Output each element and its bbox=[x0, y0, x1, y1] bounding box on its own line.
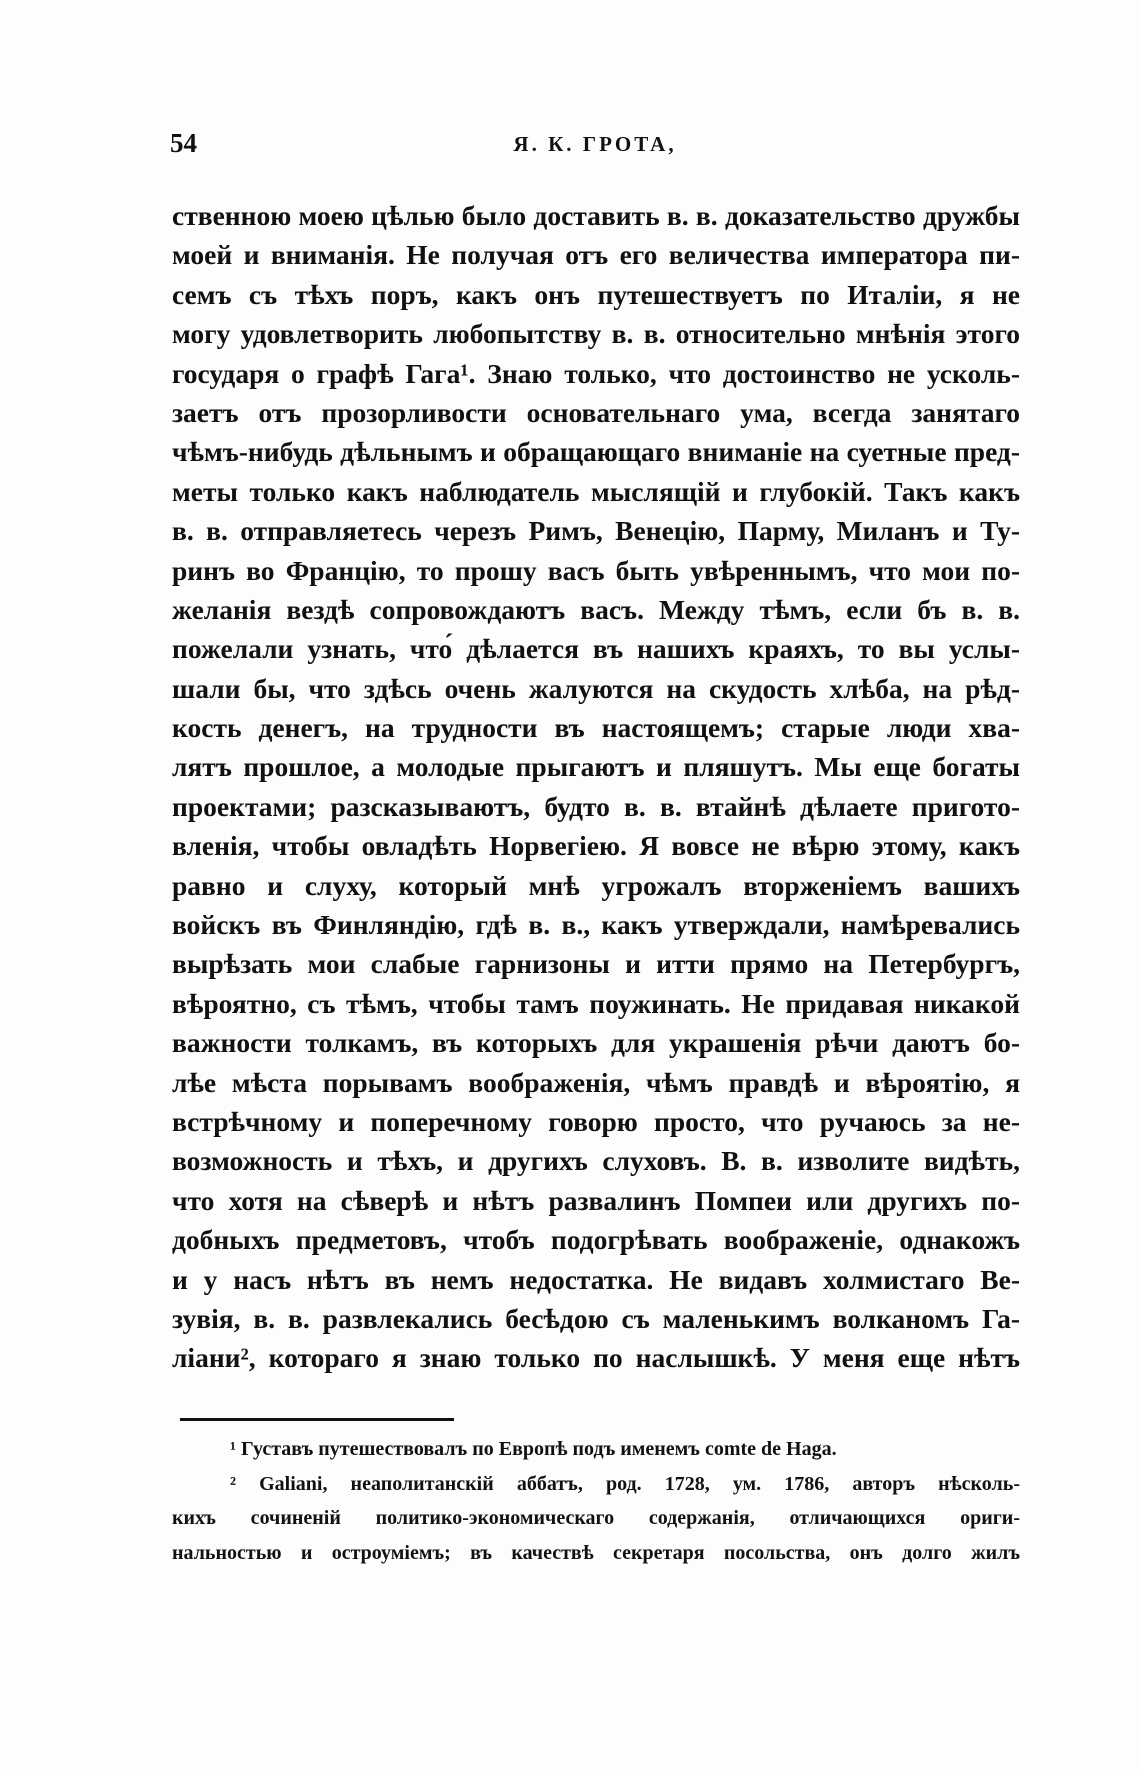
page-header bbox=[170, 128, 1020, 168]
text-line: встрѣчному и поперечному говорю просто, что ручаюсь за не- bbox=[172, 1105, 1020, 1137]
text-line: войскъ въ Финляндію, гдѣ в. в., какъ утверждали, намѣревались bbox=[172, 909, 1020, 941]
running-title: Я. К. ГРОТА, bbox=[513, 132, 677, 156]
text-line: желанія вездѣ сопровождаютъ васъ. Между тѣмъ, если бъ в. в. bbox=[172, 593, 1020, 625]
footnote-2-continued: кихъ сочиненій политико-экономическаго содержанія, отличающихся ориги- bbox=[172, 1507, 1020, 1529]
text-line: проектами; разсказываютъ, будто в. в. втайнѣ дѣлаете пригото- bbox=[172, 790, 1020, 822]
text-line: вырѣзать мои слабые гарнизоны и итти прямо на Петербургъ, bbox=[172, 948, 1020, 980]
text-line: чѣмъ-нибудь дѣльнымъ и обращающаго вниманіе на суетные пред- bbox=[172, 436, 1020, 468]
footnote-2-continued: нальностью и остроуміемъ; въ качествѣ секретаря посольства, онъ долго жилъ bbox=[172, 1541, 1020, 1564]
text-line: зувія, в. в. развлекались бесѣдою съ маленькимъ волканомъ Га- bbox=[172, 1302, 1020, 1334]
footnote-separator bbox=[180, 1418, 454, 1421]
text-line: возможность и тѣхъ, и другихъ слуховъ. В. в. изволите видѣть, bbox=[172, 1145, 1020, 1177]
text-line: ринъ во Францію, то прошу васъ быть увѣреннымъ, что мои по- bbox=[172, 554, 1020, 586]
text-line: заетъ отъ прозорливости основательнаго ума, всегда занятаго bbox=[172, 396, 1020, 428]
text-line: лятъ прошлое, а молодые прыгаютъ и пляшутъ. Мы еще богаты bbox=[172, 751, 1020, 783]
page-number: 54 bbox=[170, 128, 197, 158]
text-line: вѣроятно, съ тѣмъ, чтобы тамъ поужинать. Не придавая никакой bbox=[172, 987, 1020, 1019]
text-line: пожелали узнать, что́ дѣлается въ нашихъ краяхъ, то вы услы- bbox=[172, 633, 1020, 665]
text-line: лѣе мѣста порывамъ воображенія, чѣмъ правдѣ и вѣроятію, я bbox=[172, 1066, 1020, 1098]
text-line: в. в. отправляетесь черезъ Римъ, Венецію, Парму, Миланъ и Ту- bbox=[172, 515, 1020, 547]
text-line: ліани², котораго я знаю только по наслышкѣ. У меня еще нѣтъ bbox=[172, 1342, 1020, 1374]
main-text bbox=[172, 196, 1020, 1378]
text-line: что хотя на сѣверѣ и нѣтъ развалинъ Помпеи или другихъ по- bbox=[172, 1184, 1020, 1216]
footnotes bbox=[172, 1432, 1020, 1570]
footnote-2: ² Galiani, неаполитанскій аббатъ, род. 1728, ум. 1786, авторъ нѣсколь- bbox=[230, 1472, 1020, 1495]
text-line: и у насъ нѣтъ въ немъ недостатка. Не видавъ холмистаго Ве- bbox=[172, 1263, 1020, 1295]
text-line: добныхъ предметовъ, чтобъ подогрѣвать воображеніе, однакожъ bbox=[172, 1224, 1020, 1256]
text-line: меты только какъ наблюдатель мыслящій и глубокій. Такъ какъ bbox=[172, 475, 1020, 507]
text-line: ственною моею цѣлью было доставить в. в. доказательство дружбы bbox=[172, 200, 1020, 231]
text-line: равно и слуху, который мнѣ угрожалъ вторженіемъ вашихъ bbox=[172, 869, 1020, 901]
text-line: могу удовлетворить любопытству в. в. относительно мнѣнія этого bbox=[172, 318, 1020, 350]
text-line: государя о графѣ Гага¹. Знаю только, что достоинство не усколь- bbox=[172, 357, 1020, 389]
text-line: вленія, чтобы овладѣть Норвегіею. Я вовсе не вѣрю этому, какъ bbox=[172, 830, 1020, 862]
footnote-1: ¹ Густавъ путешествовалъ по Европѣ подъ именемъ comte de Haga. bbox=[230, 1438, 837, 1460]
text-line: моей и вниманія. Не получая отъ его величества императора пи- bbox=[172, 239, 1020, 271]
text-line: шали бы, что здѣсь очень жалуются на скудость хлѣба, на рѣд- bbox=[172, 672, 1020, 704]
text-line: важности толкамъ, въ которыхъ для украшенія рѣчи даютъ бо- bbox=[172, 1027, 1020, 1059]
text-line: кость денегъ, на трудности въ настоящемъ; старые люди хва- bbox=[172, 712, 1020, 744]
text-line: семъ съ тѣхъ поръ, какъ онъ путешествуетъ по Италіи, я не bbox=[172, 278, 1020, 310]
